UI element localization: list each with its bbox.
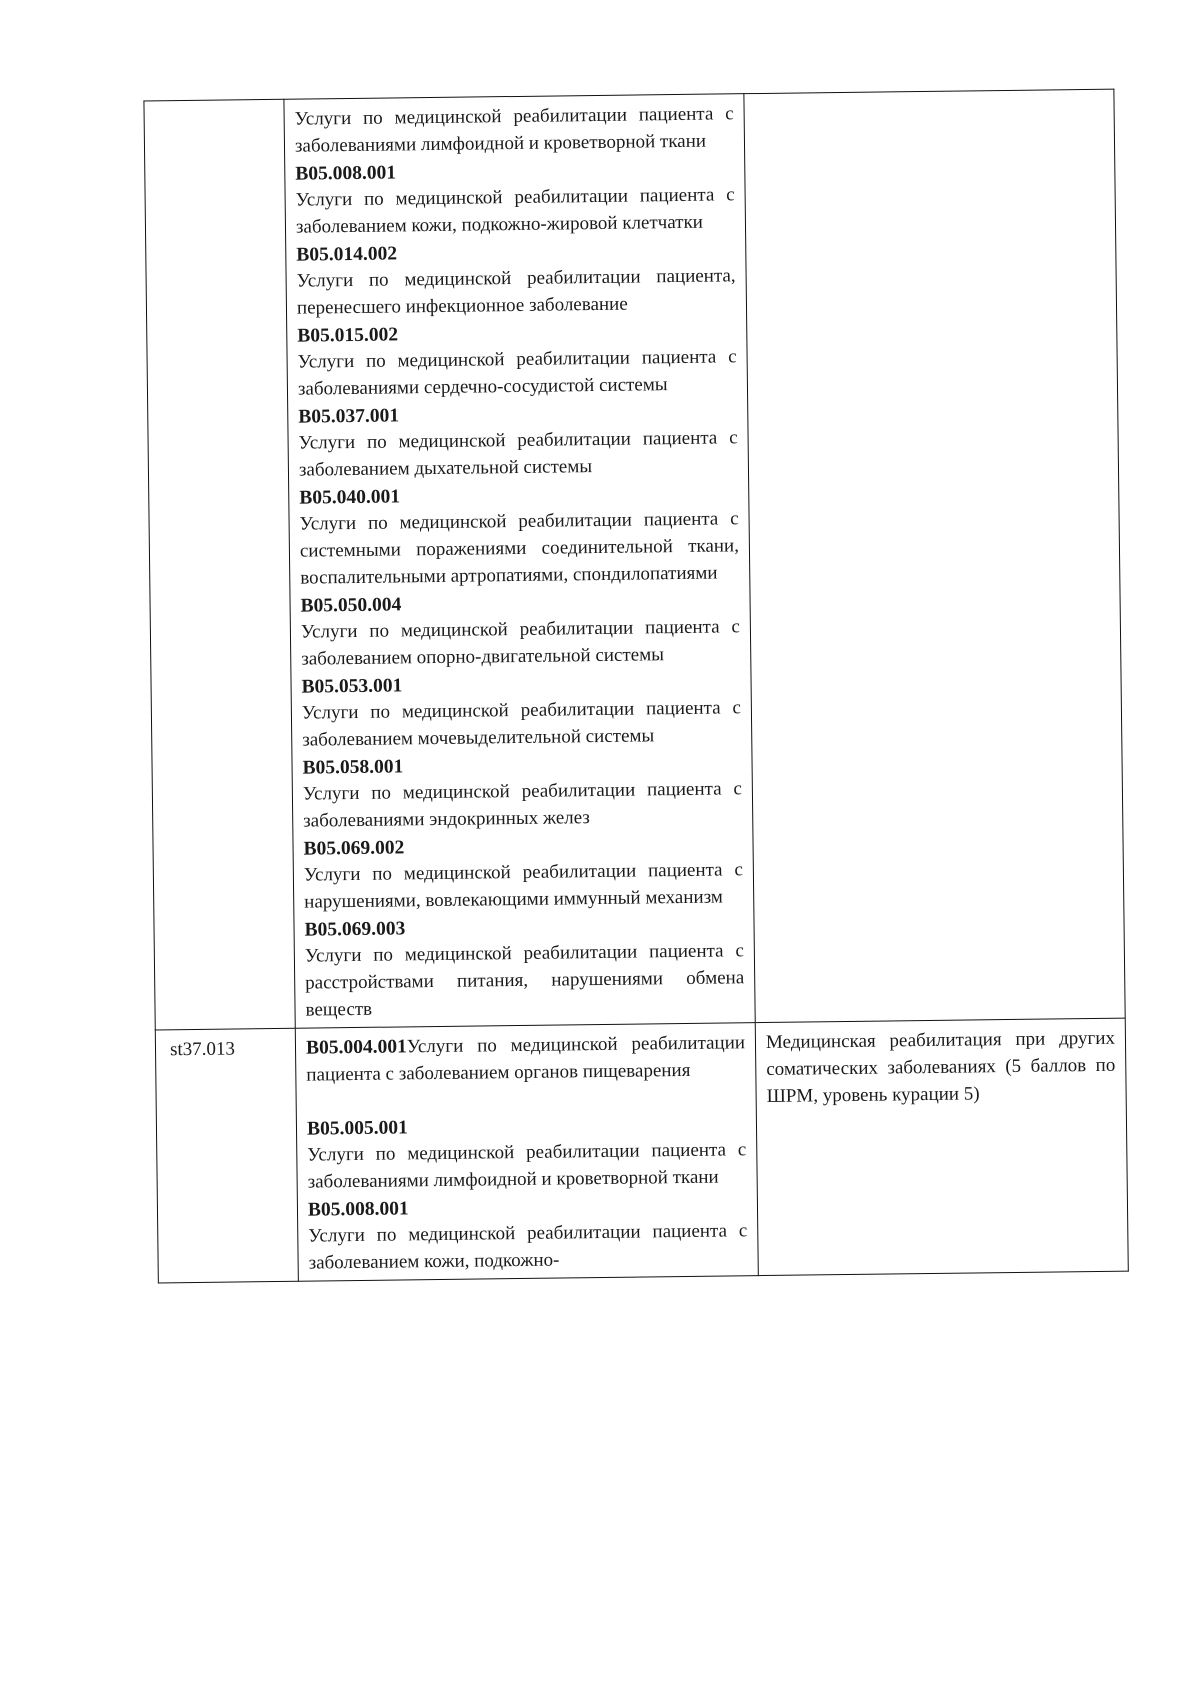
group-description bbox=[754, 96, 1103, 100]
group-code-cell bbox=[155, 1028, 298, 1283]
service-code: B05.015.002 bbox=[297, 324, 399, 347]
service-code: B05.069.003 bbox=[304, 918, 406, 941]
service-entry bbox=[301, 669, 741, 753]
group-description-cell bbox=[744, 89, 1125, 1022]
group-code: st37.013 bbox=[169, 1038, 236, 1061]
group-code-cell bbox=[144, 99, 295, 1030]
service-code: B05.008.001 bbox=[295, 162, 397, 185]
service-description: Услуги по медицинской реабилитации пациента с заболеваниями сердечно-сосудистой системы bbox=[297, 346, 737, 400]
service-description: Услуги по медицинской реабилитации пациента с заболеванием органов пищеварения bbox=[306, 1032, 746, 1086]
service-description: Услуги по медицинской реабилитации пациента с заболеваниями лимфоидной и кроветворной ткани bbox=[294, 103, 734, 157]
services-table bbox=[143, 89, 1128, 1284]
service-code: B05.004.001 bbox=[305, 1036, 407, 1059]
service-code: B05.008.001 bbox=[307, 1198, 409, 1221]
service-entry bbox=[298, 399, 738, 483]
service-description: Услуги по медицинской реабилитации пациента с заболеваниями лимфоидной и кроветворной ткани bbox=[307, 1139, 747, 1193]
service-description: Услуги по медицинской реабилитации пациента с расстройствами питания, нарушениями обмена веществ bbox=[304, 940, 745, 1021]
service-entry bbox=[300, 588, 740, 672]
service-entry bbox=[303, 831, 743, 915]
service-code: B05.014.002 bbox=[296, 243, 398, 266]
services-cell bbox=[295, 1023, 758, 1282]
service-entry bbox=[308, 1192, 748, 1276]
table-row bbox=[144, 89, 1125, 1030]
service-entry bbox=[302, 750, 742, 834]
service-code: B05.058.001 bbox=[302, 756, 404, 779]
service-code: B05.050.004 bbox=[300, 594, 402, 617]
group-code bbox=[155, 106, 274, 108]
table-row bbox=[155, 1018, 1128, 1283]
service-entry bbox=[297, 318, 737, 402]
spacer bbox=[307, 1083, 746, 1114]
service-description: Услуги по медицинской реабилитации пациента с заболеванием дыхательной системы bbox=[298, 427, 738, 481]
service-entry bbox=[306, 1029, 746, 1088]
service-code: B05.053.001 bbox=[301, 675, 403, 698]
service-description: Услуги по медицинской реабилитации пациента с заболеванием кожи, подкожно- bbox=[308, 1220, 748, 1274]
services-cell bbox=[284, 94, 755, 1029]
service-description: Услуги по медицинской реабилитации пациента с системными поражениями соединительной ткани, воспалительными артропатиями, спондилопатиями bbox=[299, 508, 740, 589]
service-description: Услуги по медицинской реабилитации пациента с заболеванием мочевыделительной системы bbox=[301, 697, 742, 751]
service-entry bbox=[304, 912, 744, 1023]
service-code: B05.037.001 bbox=[298, 405, 400, 428]
service-code: B05.040.001 bbox=[299, 486, 401, 509]
group-description-cell bbox=[755, 1018, 1128, 1276]
service-entry bbox=[299, 480, 739, 591]
service-description: Услуги по медицинской реабилитации пациента с заболеваниями эндокринных желез bbox=[302, 778, 743, 832]
service-entry bbox=[296, 237, 736, 321]
group-description: Медицинская реабилитация при других соматических заболеваниях (5 баллов по ШРМ, уровень курации 5) bbox=[765, 1027, 1116, 1107]
service-code: B05.005.001 bbox=[306, 1117, 408, 1140]
service-entry bbox=[295, 156, 735, 240]
service-description: Услуги по медицинской реабилитации пациента с заболеванием опорно-двигательной системы bbox=[300, 616, 741, 670]
service-entry bbox=[307, 1111, 747, 1195]
service-description: Услуги по медицинской реабилитации пациента с заболеванием кожи, подкожно-жировой клетчатки bbox=[295, 184, 735, 238]
service-description: Услуги по медицинской реабилитации пациента, перенесшего инфекционное заболевание bbox=[296, 265, 736, 319]
service-description: Услуги по медицинской реабилитации пациента с нарушениями, вовлекающими иммунный механизм bbox=[303, 859, 743, 913]
service-code: B05.069.002 bbox=[303, 837, 405, 860]
